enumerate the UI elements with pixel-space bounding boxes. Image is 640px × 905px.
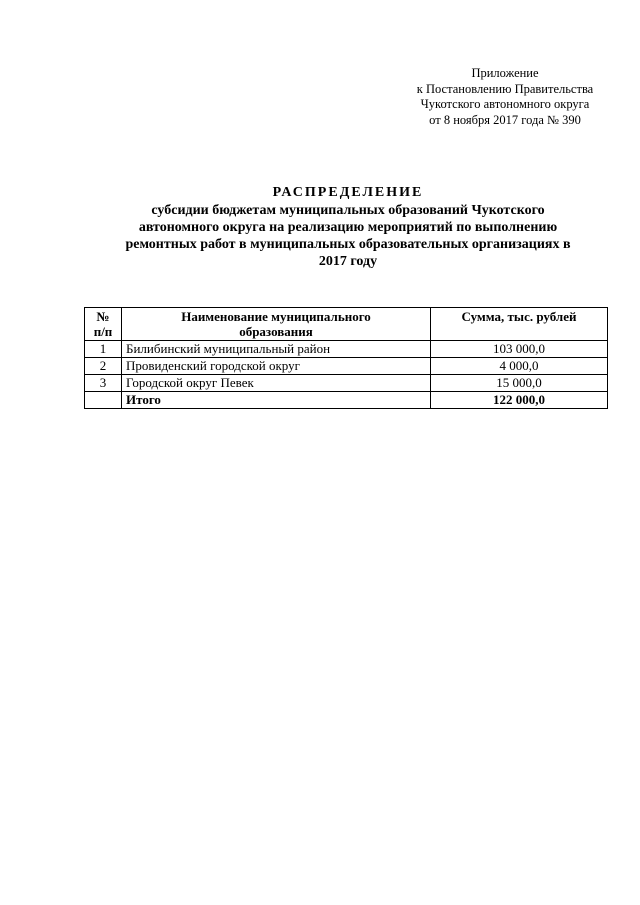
row-name: Билибинский муниципальный район	[122, 341, 431, 358]
header-name-line1: Наименование муниципального	[181, 309, 371, 324]
document-title	[90, 184, 606, 270]
header-name-line2: образования	[239, 324, 313, 339]
appendix-line: от 8 ноября 2017 года № 390	[429, 112, 581, 127]
total-number	[85, 392, 122, 409]
subtitle-line: субсидии бюджетам муниципальных образований Чукотского	[151, 203, 545, 218]
row-number: 2	[85, 358, 122, 375]
appendix-line: Приложение	[471, 66, 539, 80]
row-name: Провиденский городской округ	[122, 358, 431, 375]
header-number	[85, 308, 122, 341]
appendix-block	[380, 66, 630, 128]
header-number-line1: №	[96, 309, 110, 324]
row-number: 1	[85, 341, 122, 358]
table-row	[85, 341, 608, 358]
total-sum: 122 000,0	[431, 392, 608, 409]
subtitle-line: ремонтных работ в муниципальных образовательных организациях в	[125, 237, 571, 252]
appendix-line: Чукотского автономного округа	[420, 97, 590, 111]
header-sum: Сумма, тыс. рублей	[431, 308, 608, 341]
total-row	[85, 392, 608, 409]
row-number: 3	[85, 375, 122, 392]
distribution-table	[84, 307, 608, 409]
row-name: Городской округ Певек	[122, 375, 431, 392]
table-row	[85, 375, 608, 392]
row-sum: 103 000,0	[431, 341, 608, 358]
row-sum: 4 000,0	[431, 358, 608, 375]
table-header-row	[85, 308, 608, 341]
row-sum: 15 000,0	[431, 375, 608, 392]
appendix-line: к Постановлению Правительства	[416, 81, 594, 96]
subtitle-line: 2017 году	[318, 254, 378, 269]
subtitle-line: автономного округа на реализацию мероприятий по выполнению	[138, 220, 558, 235]
header-number-line2: п/п	[93, 324, 113, 339]
total-label: Итого	[122, 392, 431, 409]
document-heading: РАСПРЕДЕЛЕНИЕ	[272, 185, 424, 200]
table-row	[85, 358, 608, 375]
header-name	[122, 308, 431, 341]
